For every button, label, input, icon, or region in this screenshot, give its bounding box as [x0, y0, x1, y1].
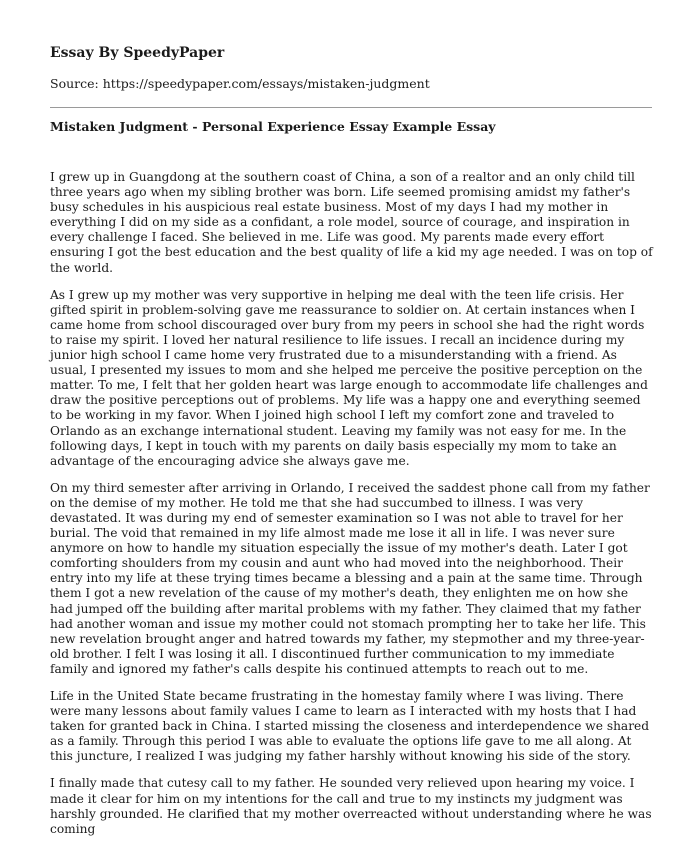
paragraph: As I grew up my mother was very supportive in helping me deal with the teen life crisis. Her gifted spirit in problem-solving gave me reassurance to soldier on. At certain instances when I came home from school discouraged over bury from my peers in school she had the right words to raise my spirit. I loved her natural resilience to life issues. I recall an incidence during my junior high school I came home very frustrated due to a misunderstanding with a friend. As usual, I presented my issues to mom and she helped me perceive the positive perception on the matter. To me, I felt that her golden heart was large enough to accommodate life challenges and draw the positive perceptions out of problems. My life was a happy one and everything seemed to be working in my favor. When I joined high school I left my comfort zone and traveled to Orlando as an exchange international student. Leaving my family was not easy for me. In the following days, I kept in touch with my parents on daily basis especially my mom to take an advantage of the encouraging advice she always gave me. — [50, 287, 648, 468]
site-header-title: Essay By SpeedyPaper — [50, 45, 225, 61]
paragraph: Life in the United State became frustrating in the homestay family where I was living. There were many lessons about family values I came to learn as I interacted with my hosts that I had taken for granted back in China. I started missing the closeness and interdependence we shared as a family. Through this period I was able to evaluate the options life gave to me all along. At this juncture, I realized I was judging my father harshly without knowing his side of the story. — [50, 689, 650, 764]
essay-title: Mistaken Judgment - Personal Experience Essay Example Essay — [50, 119, 496, 134]
document-page — [50, 0, 656, 850]
source-url: https://speedypaper.com/essays/mistaken-judgment — [102, 76, 430, 91]
paragraph: I grew up in Guangdong at the southern coast of China, a son of a realtor and an only child till three years ago when my sibling brother was born. Life seemed promising amidst my father's busy schedules in his auspicious real estate business. Most of my days I had my mother in everything I did on my side as a confidant, a role model, source of courage, and inspiration in every challenge I faced. She believed in me. Life was good. My parents made every effort ensuring I got the best education and the best quality of life a kid my age needed. I was on top of the world. — [50, 170, 653, 275]
source-label: Source: — [50, 76, 103, 91]
paragraph: I finally made that cutesy call to my father. He sounded very relieved upon hearing my voice. I made it clear for him on my intentions for the call and true to my instincts my judgment was harshly grounded. He clarified that my mother overreacted without understanding where he was coming — [50, 776, 652, 836]
paragraph: On my third semester after arriving in Orlando, I received the saddest phone call from my father on the demise of my mother. He told me that she had succumbed to illness. I was very devastated. It was during my end of semester examination so I was not able to travel for her burial. The void that remained in my life almost made me lose it all in life. I was never sure anymore on how to handle my situation especially the issue of my mother's death. Later I got comforting shoulders from my cousin and aunt who had moved into the neighborhood. Their entry into my life at these trying times became a blessing and a pain at the same time. Through them I got a new revelation of the cause of my mother's death, they enlighten me on how she had jumped off the building after marital problems with my father. They claimed that my father had another woman and issue my mother could not stomach prompting her to take her life. This new revelation brought anger and hatred towards my father, my stepmother and my three-year-old brother. I felt I was losing it all. I discontinued further communication to my immediate family and ignored my father's calls despite his continued attempts to reach out to me. — [50, 480, 650, 676]
essay-body — [50, 170, 654, 849]
source-line — [50, 76, 430, 92]
header-divider — [50, 107, 652, 108]
